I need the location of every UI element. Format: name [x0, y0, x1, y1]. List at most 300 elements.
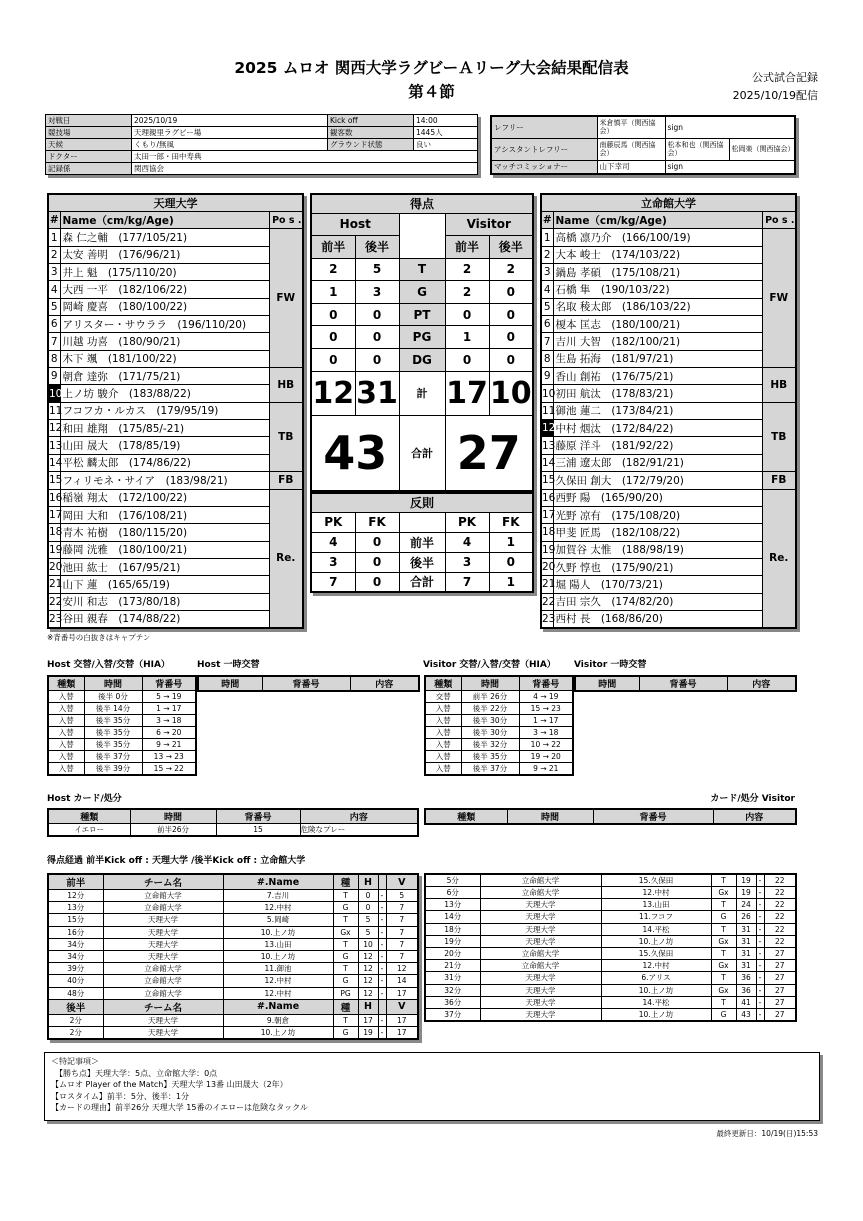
player-name: 安川 和志 (173/80/18) — [60, 593, 269, 610]
progress-visitor-score: 12 — [386, 963, 418, 975]
sub-row — [425, 727, 573, 739]
penalty-visitor-fk-value: 1 — [489, 572, 533, 592]
score-row — [311, 303, 533, 326]
penalty-host-pk-value: 4 — [311, 532, 355, 552]
progress-table-right — [424, 873, 797, 1022]
roster-row — [541, 576, 796, 593]
progress-time: 21分 — [425, 960, 480, 972]
roster-row — [541, 264, 796, 281]
home-col-pos: Po s . — [269, 212, 303, 229]
progress-host-score: 31 — [736, 923, 756, 935]
score-visitor-first-value: 2 — [445, 281, 489, 304]
host-temp-title: Host 一時交替 — [197, 660, 260, 670]
player-number: 10 — [48, 385, 60, 402]
progress-player: 10.上ノ坊 — [223, 950, 333, 962]
score-row — [311, 326, 533, 349]
roster-row — [48, 610, 303, 627]
visitor-subs-col-time: 時間 — [461, 676, 519, 691]
progress-team: 天理大学 — [480, 972, 601, 984]
progress-separator: - — [756, 899, 764, 911]
progress-player: 12.中村 — [601, 887, 711, 899]
progress-time: 20分 — [425, 947, 480, 959]
roster-row — [541, 524, 796, 541]
sub-type: 入替 — [48, 703, 84, 715]
host-temp-table — [197, 675, 420, 692]
progress-kind: PG — [333, 987, 358, 999]
player-number: 23 — [541, 610, 553, 627]
sub-type: 入替 — [48, 727, 84, 739]
score-type-label: PG — [399, 326, 445, 349]
info-weather-label: 天候 — [46, 139, 132, 151]
roster-row — [48, 298, 303, 315]
sub-time: 後半 32分 — [461, 739, 519, 751]
player-name: 井上 魁 (175/110/20) — [60, 264, 269, 281]
progress-visitor-score: 17 — [386, 987, 418, 999]
mc-name: 山下幸司 — [597, 160, 665, 174]
progress-visitor-score: 22 — [764, 874, 796, 887]
progress-time: 19分 — [425, 935, 480, 947]
progress-time: 14分 — [425, 911, 480, 923]
sub-type: 入替 — [425, 715, 461, 727]
host-temp-col-time: 時間 — [198, 676, 262, 691]
player-number: 20 — [48, 558, 60, 575]
progress-visitor-score: 7 — [386, 902, 418, 914]
progress-player: 12.中村 — [223, 975, 333, 987]
progress-col-sep — [378, 999, 386, 1014]
player-number: 15 — [48, 472, 60, 489]
progress-kind: T — [711, 899, 736, 911]
host-cards-col-time: 時間 — [130, 809, 216, 824]
host-cards-col-num: 背番号 — [216, 809, 300, 824]
player-name: 西野 陽 (165/90/20) — [553, 489, 762, 506]
player-number: 5 — [48, 298, 60, 315]
progress-player: 10.上ノ坊 — [601, 984, 711, 996]
progress-row — [425, 972, 796, 984]
ar3-name: 松岡楽（関西協会） — [729, 138, 795, 160]
score-host-label: Host — [311, 213, 399, 236]
penalty-host-fk-value: 0 — [355, 572, 399, 592]
player-name: 藤岡 洸雅 (180/100/21) — [60, 541, 269, 558]
progress-kind: G — [333, 902, 358, 914]
progress-player: 11.御池 — [223, 963, 333, 975]
player-name: 谷田 親春 (174/88/22) — [60, 610, 269, 627]
host-cards-table — [47, 808, 419, 837]
player-number: 22 — [48, 593, 60, 610]
progress-separator: - — [378, 902, 386, 914]
score-visitor-first-value: 0 — [445, 349, 489, 372]
player-name: 青木 祐樹 (180/115/20) — [60, 524, 269, 541]
player-name: 生島 拓海 (181/97/21) — [553, 350, 762, 367]
match-info-table — [45, 114, 478, 175]
info-ground: 良い — [414, 139, 478, 151]
progress-col-team: チーム名 — [103, 999, 223, 1014]
progress-row — [48, 914, 418, 926]
roster-row — [48, 281, 303, 298]
home-team-name: 天理大学 — [48, 194, 303, 212]
penalty-visitor-pk-value: 4 — [445, 532, 489, 552]
progress-host-score: 19 — [736, 874, 756, 887]
position-tb: TB — [762, 402, 796, 471]
player-number: 15 — [541, 472, 553, 489]
progress-row — [48, 950, 418, 962]
player-name: 吉川 大智 (182/100/21) — [553, 333, 762, 350]
roster-row — [48, 506, 303, 523]
roster-row — [541, 402, 796, 419]
progress-kind: T — [711, 972, 736, 984]
away-col-pos: Po s . — [762, 212, 796, 229]
score-row — [311, 349, 533, 372]
info-attendance: 1445人 — [414, 127, 478, 139]
visitor-cards-col-num: 背番号 — [593, 809, 713, 824]
progress-kind: T — [711, 874, 736, 887]
score-visitor-first-value: 0 — [445, 303, 489, 326]
progress-player: 15.久保田 — [601, 874, 711, 887]
progress-team: 立命館大学 — [103, 890, 223, 902]
progress-player: 5.岡崎 — [223, 914, 333, 926]
score-host-second-value: 3 — [355, 281, 399, 304]
progress-separator: - — [378, 1026, 386, 1039]
progress-separator: - — [756, 972, 764, 984]
penalty-visitor-pk: PK — [445, 512, 489, 532]
player-name: 和田 雄翔 (175/85/-21) — [60, 420, 269, 437]
player-number: 16 — [48, 489, 60, 506]
card-row — [48, 824, 418, 837]
player-name: 石橋 隼 (190/103/22) — [553, 281, 762, 298]
score-host-second-value: 0 — [355, 303, 399, 326]
progress-kind: G — [333, 975, 358, 987]
progress-kind: G — [333, 1026, 358, 1039]
progress-row — [48, 938, 418, 950]
roster-row — [541, 246, 796, 263]
info-doctor: 太田一郎・田中寿典 — [132, 151, 478, 163]
player-number: 19 — [541, 541, 553, 558]
player-number: 6 — [48, 316, 60, 333]
penalty-period-label: 後半 — [399, 552, 445, 572]
sub-time: 後半 35分 — [84, 739, 142, 751]
score-type-label: PT — [399, 303, 445, 326]
sub-time: 後半 0分 — [84, 691, 142, 703]
progress-kind: T — [333, 938, 358, 950]
sub-row — [425, 715, 573, 727]
away-roster-table — [540, 193, 797, 629]
score-host-second-value: 0 — [355, 326, 399, 349]
roster-row — [48, 316, 303, 333]
player-name: 大本 峻士 (174/103/22) — [553, 246, 762, 263]
progress-kind: Gx — [711, 984, 736, 996]
progress-time: 34分 — [48, 950, 103, 962]
player-number: 9 — [541, 368, 553, 385]
progress-row — [48, 890, 418, 902]
visitor-subs-title: Visitor 交替/入替/交替（HIA） — [423, 660, 556, 670]
sub-numbers: 6 → 20 — [142, 727, 196, 739]
player-name: 名取 稜太郎 (186/103/22) — [553, 298, 762, 315]
progress-separator: - — [756, 935, 764, 947]
player-number: 4 — [48, 281, 60, 298]
progress-title: 得点経過 前半Kick off : 天理大学 /後半Kick off : 立命館大学 — [47, 856, 306, 866]
progress-table-left — [47, 873, 419, 1040]
player-name: 上ノ坊 駿介 (183/88/22) — [60, 385, 269, 402]
score-half-label: 計 — [399, 371, 445, 415]
progress-row — [48, 1014, 418, 1026]
progress-player: 12.中村 — [601, 960, 711, 972]
progress-host-score: 31 — [736, 935, 756, 947]
progress-player: 9.朝倉 — [223, 1014, 333, 1026]
sub-type: 入替 — [425, 763, 461, 776]
progress-player: 10.上ノ坊 — [601, 935, 711, 947]
host-subs-table — [47, 675, 197, 776]
sub-time: 後半 22分 — [461, 703, 519, 715]
penalty-host-pk: PK — [311, 512, 355, 532]
progress-time: 32分 — [425, 984, 480, 996]
sub-row — [48, 691, 196, 703]
player-number: 1 — [541, 229, 553, 246]
progress-kind: Gx — [333, 926, 358, 938]
sub-type: 入替 — [425, 703, 461, 715]
sub-time: 前半 26分 — [461, 691, 519, 703]
player-name: 中村 烟汰 (172/84/22) — [553, 420, 762, 437]
progress-col-v: V — [386, 874, 418, 890]
sub-numbers: 1 → 17 — [519, 715, 573, 727]
player-number: 12 — [48, 420, 60, 437]
host-subs-col-num: 背番号 — [142, 676, 196, 691]
sub-time: 後半 35分 — [84, 715, 142, 727]
official-date: 2025/10/19配信 — [732, 89, 818, 102]
sub-type: 入替 — [48, 763, 84, 776]
roster-row — [48, 489, 303, 506]
position-fw: FW — [762, 229, 796, 368]
roster-row — [48, 541, 303, 558]
special-notes — [44, 1052, 820, 1121]
progress-kind: T — [333, 914, 358, 926]
penalty-visitor-fk-value: 1 — [489, 532, 533, 552]
progress-team: 立命館大学 — [103, 975, 223, 987]
player-number: 2 — [541, 246, 553, 263]
roster-row — [541, 593, 796, 610]
progress-player: 12.中村 — [223, 987, 333, 999]
progress-kind: Gx — [711, 935, 736, 947]
progress-separator: - — [756, 887, 764, 899]
progress-col-second: 後半 — [48, 999, 103, 1014]
progress-team: 天理大学 — [103, 926, 223, 938]
player-number: 17 — [541, 506, 553, 523]
progress-host-score: 12 — [358, 975, 378, 987]
player-name: 平松 麟太郎 (174/86/22) — [60, 454, 269, 471]
player-name: 森 仁之輔 (177/105/21) — [60, 229, 269, 246]
penalty-header: 反則 — [311, 493, 533, 512]
progress-host-score: 10 — [358, 938, 378, 950]
score-row — [311, 281, 533, 304]
official-label: 公式試合記録 — [752, 71, 818, 84]
progress-team: 立命館大学 — [103, 902, 223, 914]
roster-row — [541, 333, 796, 350]
away-col-num: # — [541, 212, 553, 229]
host-temp-col-num: 背番号 — [262, 676, 350, 691]
info-date: 2025/10/19 — [132, 115, 328, 127]
visitor-cards-table — [424, 808, 797, 825]
progress-kind: T — [711, 947, 736, 959]
sub-row — [48, 715, 196, 727]
sub-row — [425, 763, 573, 776]
sub-numbers: 4 → 19 — [519, 691, 573, 703]
penalty-visitor-fk: FK — [489, 512, 533, 532]
roster-row — [541, 437, 796, 454]
progress-time: 13分 — [48, 902, 103, 914]
progress-time: 18分 — [425, 923, 480, 935]
score-type-label: G — [399, 281, 445, 304]
info-kickoff: 14:00 — [414, 115, 478, 127]
progress-visitor-score: 22 — [764, 923, 796, 935]
sub-row — [48, 763, 196, 776]
progress-separator: - — [756, 984, 764, 996]
roster-row — [48, 558, 303, 575]
progress-player: 12.中村 — [223, 902, 333, 914]
score-host-first: 前半 — [311, 236, 355, 259]
player-name: 高橋 凛乃介 (166/100/19) — [553, 229, 762, 246]
player-number: 21 — [48, 576, 60, 593]
sub-time: 後半 39分 — [84, 763, 142, 776]
sub-row — [425, 751, 573, 763]
progress-team: 立命館大学 — [480, 947, 601, 959]
referee-name: 米倉慎平（関西協会） — [597, 116, 665, 138]
official-record — [733, 69, 818, 105]
progress-separator: - — [756, 1008, 764, 1021]
player-name: 御池 蓮二 (173/84/21) — [553, 402, 762, 419]
player-number: 10 — [541, 385, 553, 402]
player-number: 5 — [541, 298, 553, 315]
penalty-period-label: 前半 — [399, 532, 445, 552]
player-name: 初田 航汰 (178/83/21) — [553, 385, 762, 402]
player-number: 18 — [541, 524, 553, 541]
roster-row — [541, 558, 796, 575]
card-content: 危険なプレー — [300, 824, 418, 837]
position-fb: FB — [269, 472, 303, 489]
roster-row — [48, 420, 303, 437]
player-number: 1 — [48, 229, 60, 246]
position-fw: FW — [269, 229, 303, 368]
sub-type: 入替 — [48, 691, 84, 703]
sub-time: 後半 37分 — [461, 763, 519, 776]
progress-time: 34分 — [48, 938, 103, 950]
progress-player: 11.フコフ — [601, 911, 711, 923]
progress-host-score: 26 — [736, 911, 756, 923]
roster-row — [48, 437, 303, 454]
progress-col-team: チーム名 — [103, 874, 223, 890]
host-cards-col-type: 種類 — [48, 809, 130, 824]
visitor-cards-col-type: 種類 — [425, 809, 507, 824]
position-re: Re. — [269, 489, 303, 628]
sub-type: 交替 — [425, 691, 461, 703]
progress-visitor-score: 14 — [386, 975, 418, 987]
captain-note: ※背番号の白抜きはキャプテン — [47, 633, 151, 642]
sub-row — [48, 751, 196, 763]
sub-time: 後半 35分 — [84, 727, 142, 739]
roster-row — [541, 472, 796, 489]
sub-time: 後半 14分 — [84, 703, 142, 715]
roster-row — [541, 350, 796, 367]
player-number: 9 — [48, 368, 60, 385]
roster-row — [48, 385, 303, 402]
player-number: 4 — [541, 281, 553, 298]
progress-host-score: 43 — [736, 1008, 756, 1021]
player-name: 久野 惇也 (175/90/21) — [553, 558, 762, 575]
progress-team: 天理大学 — [103, 938, 223, 950]
player-number: 14 — [48, 454, 60, 471]
progress-separator: - — [378, 938, 386, 950]
score-visitor-first-value: 2 — [445, 258, 489, 281]
progress-player: 10.上ノ坊 — [223, 926, 333, 938]
progress-visitor-score: 27 — [764, 1008, 796, 1021]
progress-team: 立命館大学 — [103, 963, 223, 975]
referee-label: レフリー — [491, 116, 597, 138]
sub-row — [48, 739, 196, 751]
penalty-visitor-fk-value: 0 — [489, 552, 533, 572]
sub-type: 入替 — [425, 751, 461, 763]
roster-row — [48, 454, 303, 471]
progress-row — [48, 987, 418, 999]
player-name: 三浦 遼太郎 (182/91/21) — [553, 454, 762, 471]
penalty-host-fk-value: 0 — [355, 532, 399, 552]
score-host-second-total: 31 — [355, 371, 399, 415]
position-hb: HB — [762, 368, 796, 403]
progress-separator: - — [378, 987, 386, 999]
penalty-host-fk-value: 0 — [355, 552, 399, 572]
progress-col-h: H — [358, 874, 378, 890]
penalty-row — [311, 552, 533, 572]
progress-host-score: 0 — [358, 890, 378, 902]
progress-row — [48, 1026, 418, 1039]
info-venue-label: 競技場 — [46, 127, 132, 139]
visitor-temp-col-content: 内容 — [727, 676, 796, 691]
host-subs-title: Host 交替/入替/交替（HIA） — [47, 660, 170, 670]
player-name: フィリモネ・サイア (183/98/21) — [60, 472, 269, 489]
player-number: 17 — [48, 506, 60, 523]
home-roster-table — [47, 193, 304, 629]
score-visitor-second-value: 2 — [489, 258, 533, 281]
roster-row — [48, 246, 303, 263]
progress-player: 14.平松 — [601, 996, 711, 1008]
ar2-name: 松本和也（関西協会） — [665, 138, 729, 160]
score-table — [310, 193, 534, 492]
progress-kind: T — [333, 890, 358, 902]
host-temp-col-content: 内容 — [350, 676, 419, 691]
position-hb: HB — [269, 368, 303, 403]
score-type-label: DG — [399, 349, 445, 372]
score-host-first-value: 1 — [311, 281, 355, 304]
progress-host-score: 19 — [358, 1026, 378, 1039]
score-visitor-first-value: 1 — [445, 326, 489, 349]
progress-separator: - — [756, 960, 764, 972]
progress-kind: G — [711, 911, 736, 923]
roster-row — [541, 281, 796, 298]
sub-row — [425, 739, 573, 751]
progress-visitor-score: 27 — [764, 972, 796, 984]
progress-separator: - — [378, 950, 386, 962]
host-cards-col-content: 内容 — [300, 809, 418, 824]
away-col-name: Name（cm/kg/Age) — [553, 212, 762, 229]
progress-player: 15.久保田 — [601, 947, 711, 959]
progress-team: 立命館大学 — [480, 874, 601, 887]
ar1-name: 南藤辰馬（関西協会） — [597, 138, 665, 160]
player-number: 8 — [48, 350, 60, 367]
sub-row — [425, 691, 573, 703]
note-line: 【カードの理由】前半26分 天理大学 15番のイエローは危険なタックル — [51, 1103, 308, 1112]
progress-row — [48, 975, 418, 987]
sub-time: 後半 35分 — [461, 751, 519, 763]
progress-separator: - — [378, 914, 386, 926]
progress-kind: T — [711, 923, 736, 935]
progress-visitor-score: 7 — [386, 950, 418, 962]
host-subs-col-time: 時間 — [84, 676, 142, 691]
